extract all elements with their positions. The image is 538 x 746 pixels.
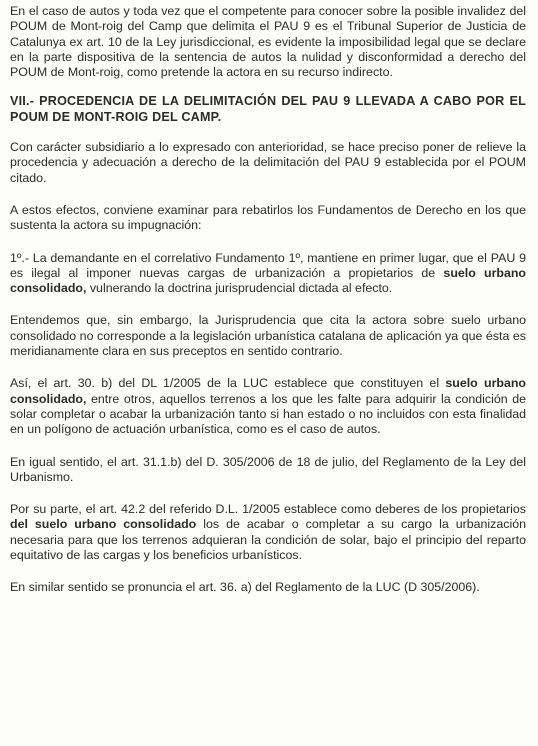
text-segment: 1º.- La demandante en el correlativo Fundamento 1º, mantiene en primer lugar, que el PAU 9 es ilegal al imponer nuevas cargas de urbanización a propietarios de xyxy=(10,250,526,280)
section-heading-vii: VII.- PROCEDENCIA DE LA DELIMITACIÓN DEL PAU 9 LLEVADA A CABO POR EL POUM DE MONT-ROIG DEL CAMP. xyxy=(10,94,526,124)
text-segment: Así, el art. 30. b) del DL 1/2005 de la LUC establece que constituyen el xyxy=(10,376,446,391)
text-segment: vulnerando la doctrina jurisprudencial dictada al efecto. xyxy=(86,281,393,296)
paragraph-effects: A estos efectos, conviene examinar para rebatirlos los Fundamentos de Derecho en los que sustenta la actora su impugnación: xyxy=(10,202,526,233)
bold-term: suelo urbano consolidado, xyxy=(10,265,526,296)
text-segment: entre otros, aquellos terrenos a los que les falte para adquirir la condición de solar completar o acabar la urbanización tanto si han estado o no incluidos con esta finalidad en un polígono de actuación urbanística, como es el caso de autos. xyxy=(10,391,526,437)
paragraph-jurisdiction: En el caso de autos y toda vez que el competente para conocer sobre la posible invalidez del POUM de Mont-roig del Camp que delimita el PAU 9 es el Tribunal Superior de Justicia de Catalunya ex art. 10 de la Ley jurisdiccional, es evidente la imposibilidad legal que se declare en la parte dispositiva de la sentencia de autos la nulidad y disconformidad a derecho del POUM de Mont-roig, como pretende la actora en su recurso indirecto. xyxy=(10,4,526,80)
paragraph-art-31: En igual sentido, el art. 31.1.b) del D. 305/2006 de 18 de julio, del Reglamento de la Ley del Urbanismo. xyxy=(10,454,526,484)
text-segment: los de acabar o completar a su cargo la urbanización necesaria para que los terrenos adquieran la condición de solar, bajo el principio del reparto equitativo de las cargas y los beneficios urbanísticos. xyxy=(10,517,526,563)
paragraph-art-42 xyxy=(10,502,526,563)
paragraph-first-ground xyxy=(10,251,526,297)
bold-term: del suelo urbano consolidado xyxy=(10,517,197,532)
bold-term: suelo urbano consolidado, xyxy=(10,376,526,406)
paragraph-art-30 xyxy=(10,376,526,437)
paragraph-jurisprudence: Entendemos que, sin embargo, la Jurisprudencia que cita la actora sobre suelo urbano consolidado no corresponde a la legislación urbanística catalana de aplicación ya que ésta es meridianamente clara en sus preceptos en sentido contrario. xyxy=(10,313,526,359)
text-segment: Por su parte, el art. 42.2 del referido D.L. 1/2005 establece como deberes de los propietarios xyxy=(10,502,526,517)
paragraph-subsidiary: Con carácter subsidiario a lo expresado con anterioridad, se hace preciso poner de relieve la procedencia y adecuación a derecho de la delimitación del PAU 9 establecida por el POUM citado. xyxy=(10,140,526,185)
paragraph-art-36: En similar sentido se pronuncia el art. 36. a) del Reglamento de la LUC (D 305/2006). xyxy=(10,580,480,595)
